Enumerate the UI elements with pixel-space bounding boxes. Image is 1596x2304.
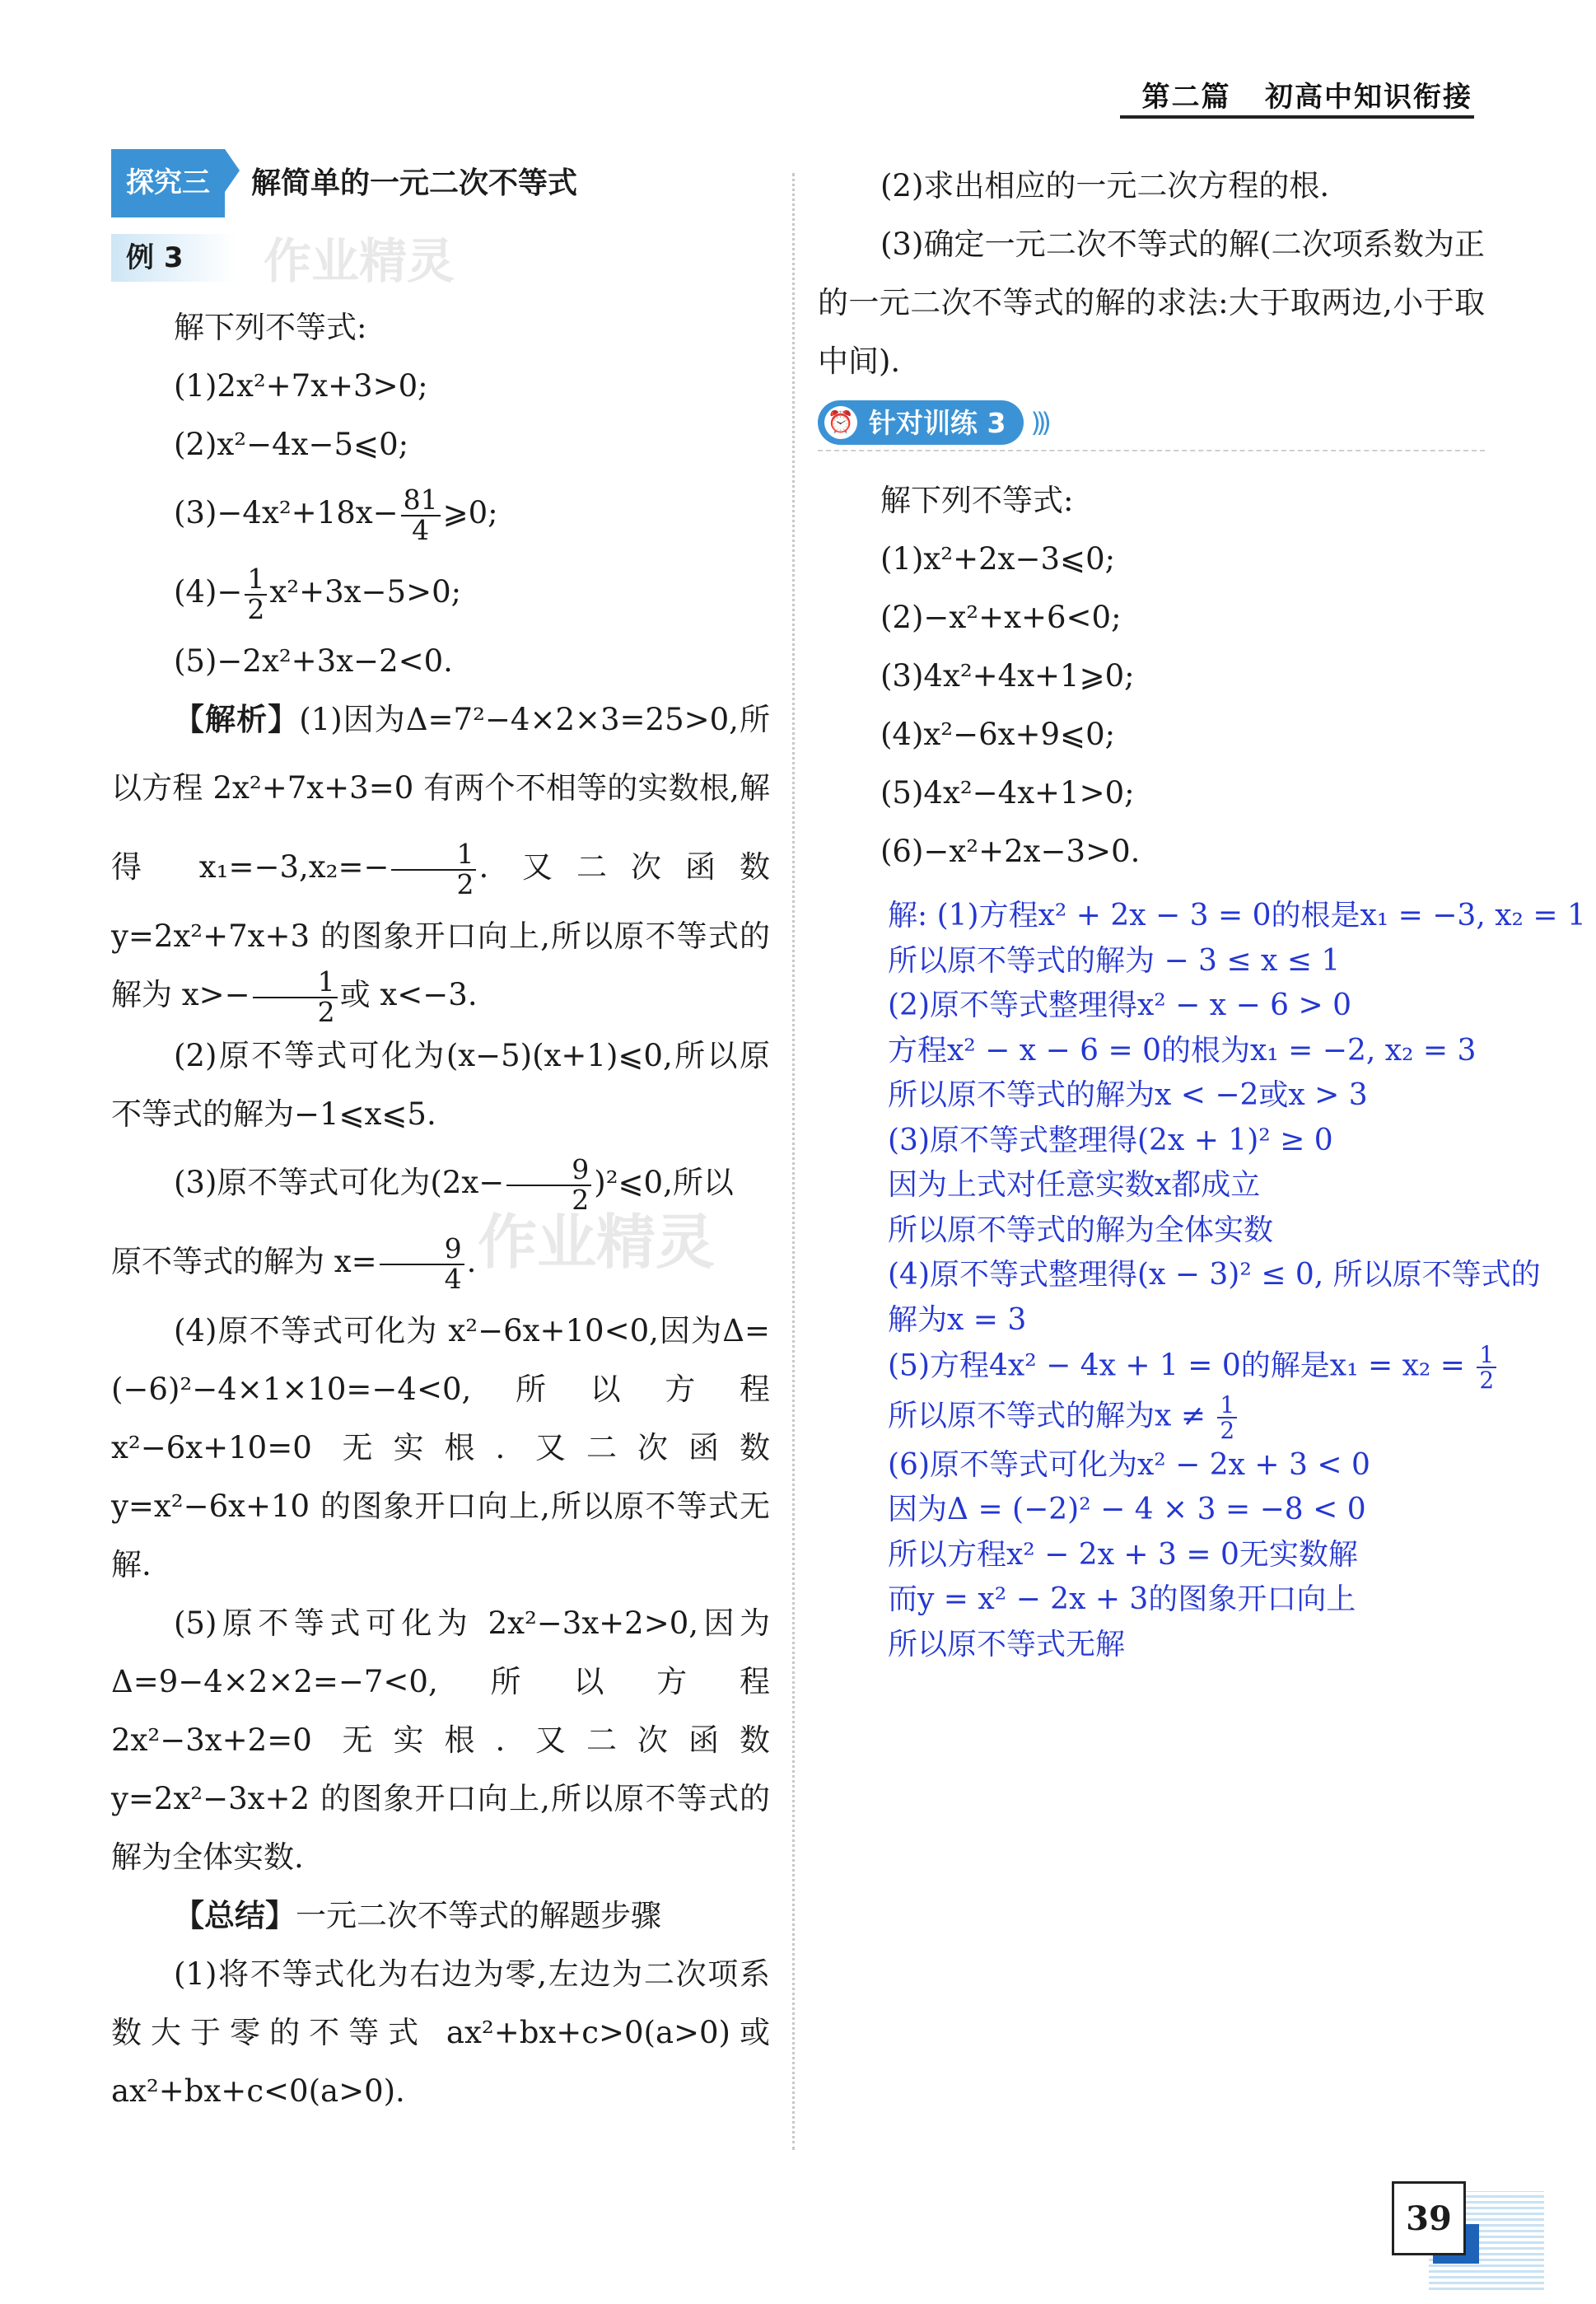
solution-paragraph: (4)原不等式可化为 x²−6x+10<0,因为Δ=(−6)²−4×1×10=−4<0,所以方程x²−6x+10=0 无实根. 又二次函数 y=x²−6x+10 的图象开口向上,所以原不等式无解. bbox=[111, 1313, 770, 1583]
section-title: 解简单的一元二次不等式 bbox=[251, 166, 578, 200]
fraction-num: 1 bbox=[1217, 1393, 1237, 1418]
example-item bbox=[111, 474, 770, 553]
solution-paragraph: (2)原不等式可化为(x−5)(x+1)⩽0,所以原不等式的解为−1⩽x⩽5. bbox=[111, 1038, 770, 1133]
fraction bbox=[391, 837, 476, 900]
example-item: (5)−2x²+3x−2<0. bbox=[174, 643, 453, 679]
answer-line: 因为上式对任意实数x都成立 bbox=[888, 1168, 1261, 1202]
solution-text: 解得 x₁=−3,x₂=− bbox=[111, 770, 770, 885]
answer-line: 所以原不等式的解为x < −2或x > 3 bbox=[888, 1078, 1368, 1112]
training-underline bbox=[818, 450, 1485, 451]
answer-text: (5)方程4x² − 4x + 1 = 0的解是x₁ = x₂ = bbox=[888, 1348, 1475, 1383]
solution-text: (1)因为Δ=7²−4×2×3=25>0,所以方程 2x²+7x+3=0 有两个不相等的实数根, bbox=[111, 702, 770, 806]
header-part: 第二篇 bbox=[1141, 81, 1231, 114]
summary-step: (1)将不等式化为右边为零,左边为二次项系数大于零的不等式 ax²+bx+c>0(a>0)或 ax²+bx+c<0(a>0). bbox=[111, 1956, 770, 2110]
alarm-clock-icon: ⏰ bbox=[824, 406, 857, 439]
answer-line bbox=[888, 1390, 1580, 1445]
section-header bbox=[111, 157, 770, 209]
fraction bbox=[253, 965, 338, 1028]
answer-line: 解为x = 3 bbox=[888, 1302, 1027, 1337]
training-item: (2)−x²+x+6<0; bbox=[880, 600, 1122, 635]
fraction bbox=[380, 1232, 464, 1295]
fraction bbox=[506, 1153, 591, 1216]
example-item: (1)2x²+7x+3>0; bbox=[174, 368, 428, 404]
page-number: 39 bbox=[1392, 2181, 1466, 2255]
answer-line: 而y = x² − 2x + 3的图象开口向上 bbox=[888, 1582, 1356, 1617]
example-label: 例 3 bbox=[111, 234, 236, 282]
training-label: 针对训练 3 bbox=[869, 406, 1006, 439]
fraction-num: 1 bbox=[253, 968, 338, 998]
training-item: (5)4x²−4x+1>0; bbox=[880, 775, 1135, 811]
answer-line: (6)原不等式可化为x² − 2x + 3 < 0 bbox=[888, 1447, 1370, 1482]
fraction-den: 2 bbox=[317, 995, 335, 1028]
solution-text: 原不等式的解为 x= bbox=[111, 1244, 377, 1280]
example-item-text: x²+3x−5>0; bbox=[269, 574, 462, 610]
solution-text: )²⩽0,所以 bbox=[594, 1165, 734, 1201]
fraction-num: 9 bbox=[380, 1235, 464, 1265]
summary-label: 【总结】 bbox=[174, 1898, 296, 1934]
training-item: (6)−x²+2x−3>0. bbox=[880, 834, 1141, 869]
solution-paragraph: (5)原不等式可化为 2x²−3x+2>0,因为Δ=9−4×2×2=−7<0,所以方程 2x²−3x+2=0 无实根. 又二次函数 y=2x²−3x+2 的图象开口向上,所以原不等式的解为全体实数. bbox=[111, 1605, 770, 1876]
fraction bbox=[1217, 1390, 1237, 1445]
example-item-text: ⩾0; bbox=[442, 495, 498, 530]
answer-line: (2)原不等式整理得x² − x − 6 > 0 bbox=[888, 988, 1351, 1022]
solution-paragraph bbox=[111, 690, 770, 1026]
answer-line bbox=[888, 1343, 1580, 1393]
example-item: (2)x²−4x−5⩽0; bbox=[174, 427, 409, 462]
fraction-num: 1 bbox=[391, 840, 476, 871]
training-header bbox=[818, 399, 1485, 446]
answer-line: 所以方程x² − 2x + 3 = 0无实数解 bbox=[888, 1537, 1358, 1572]
training-prompt: 解下列不等式: bbox=[880, 483, 1074, 518]
training-item: (3)4x²+4x+1⩾0; bbox=[880, 658, 1135, 694]
fraction-den: 2 bbox=[456, 867, 474, 900]
example-item-text: (3)−4x²+18x− bbox=[174, 495, 399, 530]
sound-wave-icon: ))) bbox=[1030, 406, 1047, 438]
answer-line: 方程x² − x − 6 = 0的根为x₁ = −2, x₂ = 3 bbox=[888, 1033, 1477, 1068]
fraction-den: 2 bbox=[572, 1183, 590, 1216]
header-topic: 初高中知识衔接 bbox=[1265, 81, 1472, 114]
header-title bbox=[1141, 74, 1472, 114]
summary-title: 一元二次不等式的解题步骤 bbox=[296, 1898, 661, 1934]
training-item: (4)x²−6x+9⩽0; bbox=[880, 717, 1116, 752]
answer-block bbox=[888, 894, 1586, 1667]
example-item-text: (4)− bbox=[174, 574, 243, 610]
section-tag: 探究三 bbox=[111, 149, 225, 217]
fraction bbox=[1477, 1343, 1496, 1393]
solution-text: 或 x<−3. bbox=[339, 977, 478, 1012]
right-column bbox=[818, 157, 1485, 881]
column-divider bbox=[792, 173, 795, 2150]
training-badge bbox=[818, 400, 1024, 445]
fraction-den: 2 bbox=[1479, 1367, 1495, 1395]
fraction-num: 1 bbox=[245, 565, 267, 596]
fraction-den: 2 bbox=[247, 592, 265, 625]
answer-text: 所以原不等式的解为x ≠ bbox=[888, 1399, 1216, 1433]
left-column bbox=[111, 157, 770, 2120]
fraction-den: 2 bbox=[1220, 1417, 1235, 1445]
fraction-den: 4 bbox=[412, 513, 430, 546]
summary-step: (2)求出相应的一元二次方程的根. bbox=[880, 168, 1330, 203]
answer-line: 解: (1)方程x² + 2x − 3 = 0的根是x₁ = −3, x₂ = 1 bbox=[888, 899, 1586, 932]
example-item bbox=[111, 553, 770, 632]
training-item: (1)x²+2x−3⩽0; bbox=[880, 541, 1116, 577]
fraction-num: 9 bbox=[506, 1156, 591, 1186]
summary-heading bbox=[111, 1886, 770, 1945]
fraction bbox=[401, 483, 441, 546]
solution-text: (3)原不等式可化为(2x− bbox=[174, 1165, 505, 1201]
fraction-num: 1 bbox=[1477, 1343, 1496, 1368]
answer-line: (3)原不等式整理得(2x + 1)² ≥ 0 bbox=[888, 1123, 1333, 1157]
fraction-den: 4 bbox=[444, 1262, 462, 1295]
answer-line: 所以原不等式的解为 − 3 ≤ x ≤ 1 bbox=[888, 943, 1341, 978]
header-rule bbox=[1120, 115, 1474, 119]
fraction bbox=[245, 562, 267, 625]
answer-line: (4)原不等式整理得(x − 3)² ≤ 0, 所以原不等式的 bbox=[888, 1258, 1541, 1292]
solution-paragraph: (3)原不等式可化为(2x− $\frac{9}{2}$ )²⩽0,所以 原不等式的解为 x= $\frac{9}{4}$ . bbox=[111, 1153, 734, 1295]
answer-line: 所以原不等式的解为全体实数 bbox=[888, 1213, 1274, 1247]
solution-label: 【解析】 bbox=[174, 702, 300, 737]
summary-step: (3)确定一元二次不等式的解(二次项系数为正的一元二次不等式的解的求法:大于取两边,小于取中间). bbox=[818, 227, 1485, 379]
example-prompt: 解下列不等式: bbox=[174, 310, 367, 345]
answer-line: 所以原不等式无解 bbox=[888, 1627, 1126, 1661]
watermark: 作业精灵 bbox=[264, 233, 455, 289]
solution-text: . 又二次函数 y=2x²+7x+3 的图象开口向上,所以原不等式的解为 x>− bbox=[111, 849, 770, 1012]
fraction-num: 81 bbox=[401, 486, 441, 516]
answer-line: 因为Δ = (−2)² − 4 × 3 = −8 < 0 bbox=[888, 1493, 1366, 1527]
watermark: 作业精灵 bbox=[478, 1208, 716, 1277]
